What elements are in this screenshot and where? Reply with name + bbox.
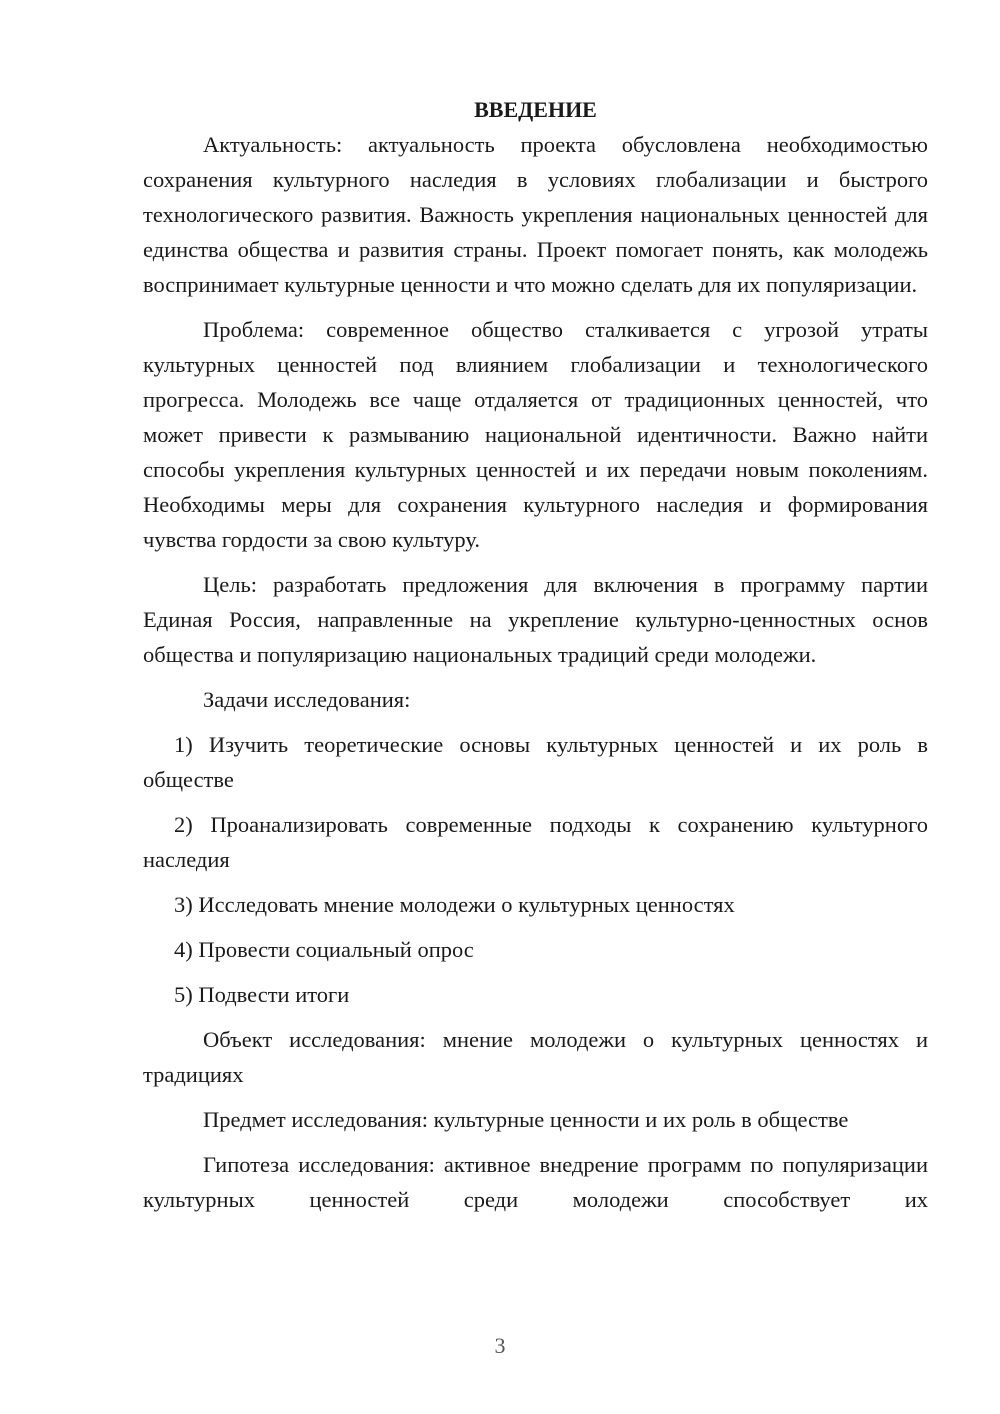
paragraph-actuality: Актуальность: актуальность проекта обусловлена необходимостью сохранения культурного наследия в условиях глобализации и быстрого технологического развития. Важность укрепления национальных ценностей для единства общества и развития страны. Проект помогает понять, как молодежь воспринимает культурные ценности и что можно сделать для их популяризации. bbox=[143, 132, 928, 297]
paragraph-object: Объект исследования: мнение молодежи о культурных ценностях и традициях bbox=[143, 1027, 928, 1087]
task-item-3: 3) Исследовать мнение молодежи о культурных ценностях bbox=[174, 892, 735, 917]
task-item-2: 2) Проанализировать современные подходы к сохранению культурного наследия bbox=[143, 812, 928, 872]
task-item-4: 4) Провести социальный опрос bbox=[174, 937, 474, 962]
task-item-5: 5) Подвести итоги bbox=[174, 982, 350, 1007]
paragraph-hypothesis: Гипотеза исследования: активное внедрение программ по популяризации культурных ценностей среди молодежи способствует их bbox=[143, 1152, 928, 1212]
document-page bbox=[143, 92, 928, 1227]
paragraph-subject: Предмет исследования: культурные ценности и их роль в обществе bbox=[203, 1107, 849, 1132]
paragraph-tasks-heading: Задачи исследования: bbox=[203, 687, 411, 712]
page-title: ВВЕДЕНИЕ bbox=[474, 97, 597, 122]
paragraph-goal: Цель: разработать предложения для включения в программу партии Единая Россия, направленные на укрепление культурно-ценностных основ общества и популяризацию национальных традиций среди молодежи. bbox=[143, 572, 928, 667]
task-item-1: 1) Изучить теоретические основы культурных ценностей и их роль в обществе bbox=[143, 732, 928, 792]
page-number: 3 bbox=[494, 1333, 506, 1358]
paragraph-problem: Проблема: современное общество сталкивается с угрозой утраты культурных ценностей под влиянием глобализации и технологического прогресса. Молодежь все чаще отдаляется от традиционных ценностей, что может привести к размыванию национальной идентичности. Важно найти способы укрепления культурных ценностей и их передачи новым поколениям. Необходимы меры для сохранения культурного наследия и формирования чувства гордости за свою культуру. bbox=[143, 317, 928, 552]
